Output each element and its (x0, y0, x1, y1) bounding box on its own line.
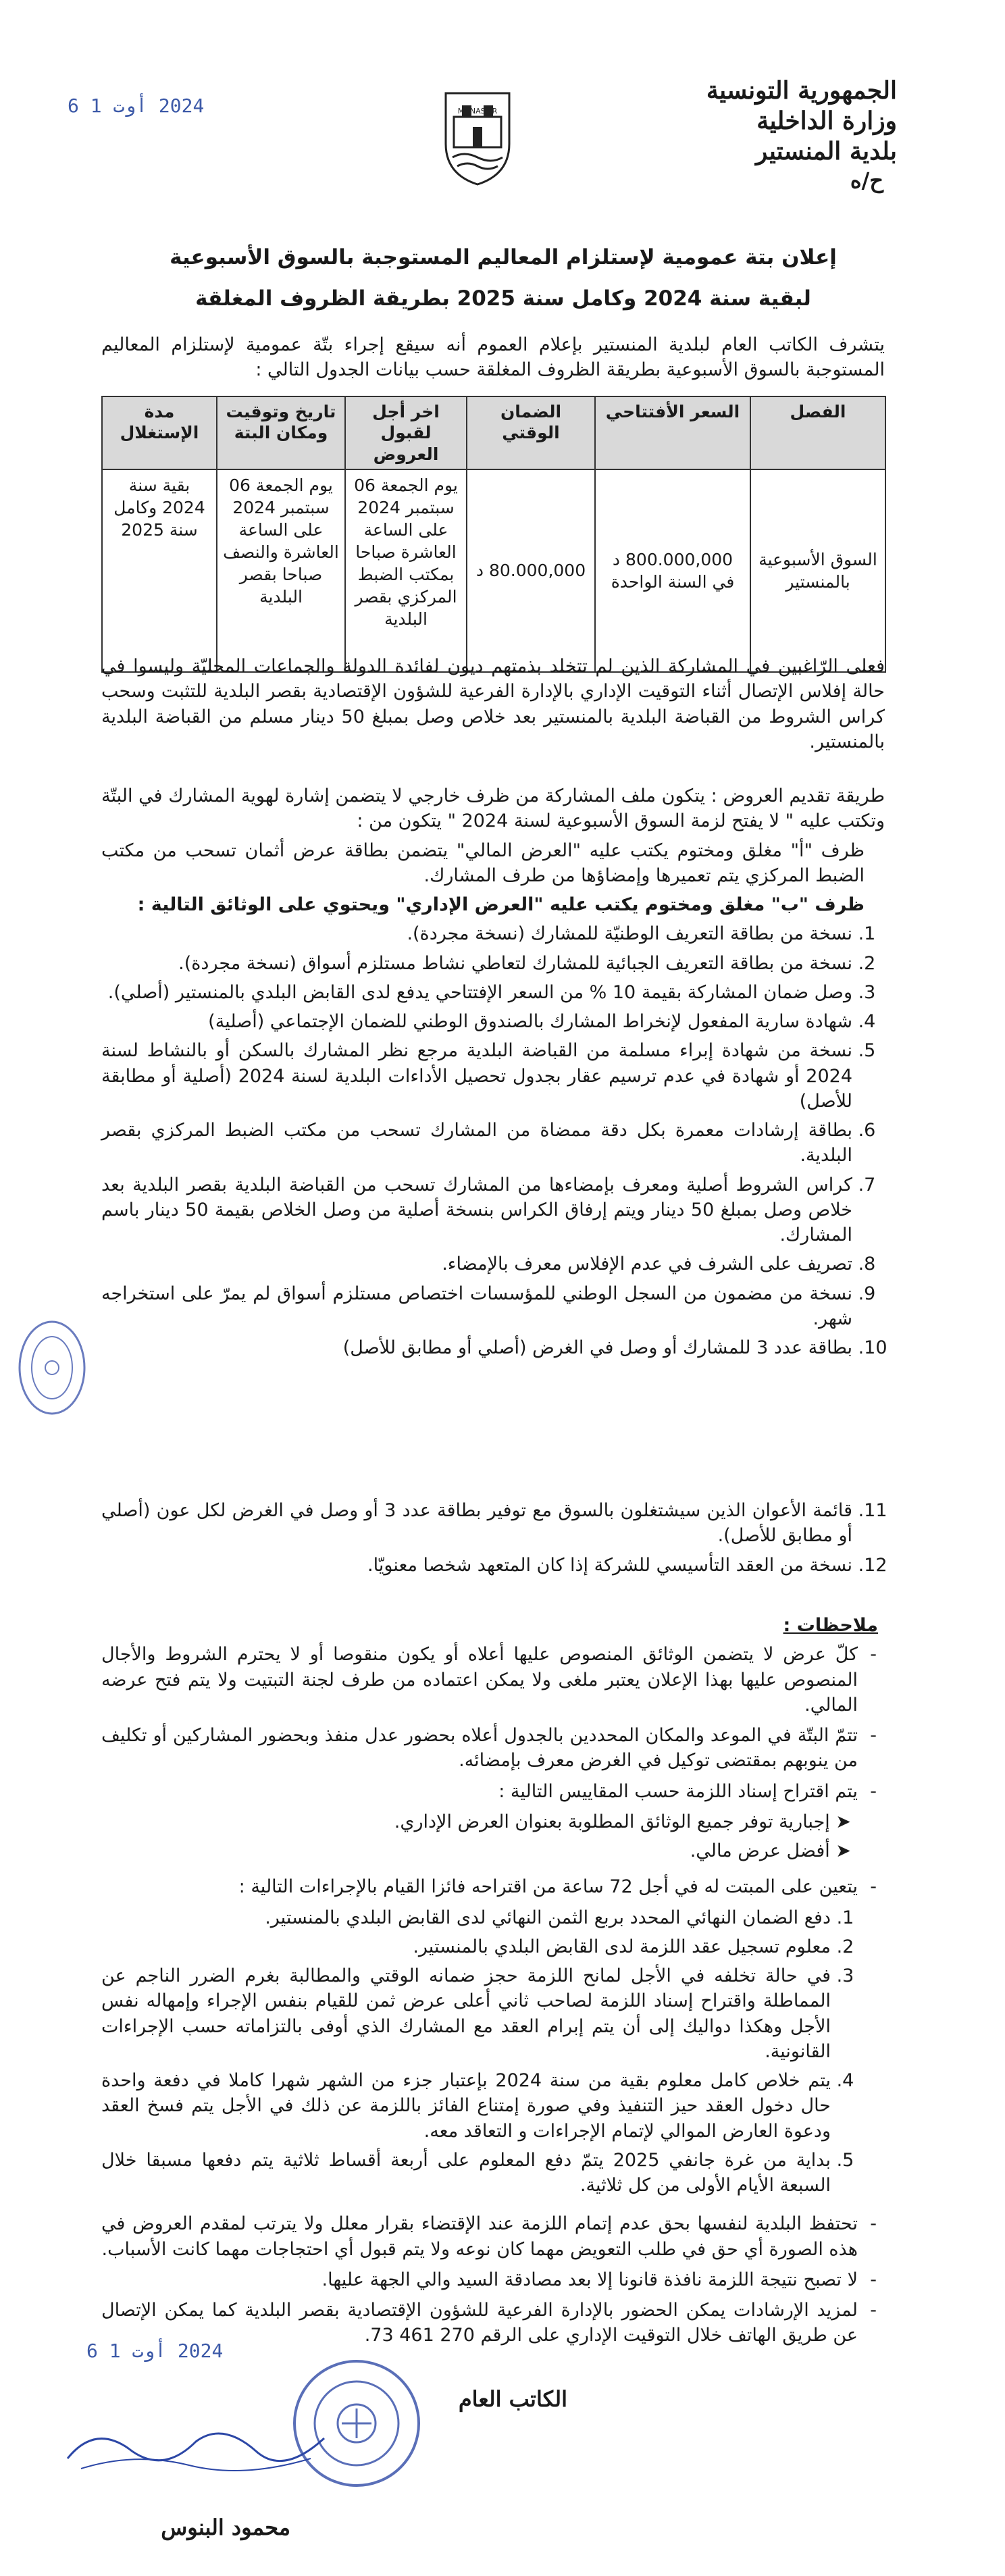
notes-heading: ملاحظات : (783, 1615, 878, 1636)
table-header: الضمان الوقتي (467, 396, 595, 469)
list-item: 7. كراس الشروط أصلية ومعرف بإمضاءها من المشارك تسحب من القباضة البلدية بقصر البلدية بعد خلاص وصل بمبلغ 50 دينار ويتم إرفاق الكراس بنسخة أصلية من وصل الخلاص بقيمة 50 دينار باسم المشارك. (101, 1173, 852, 1248)
list-item: 3. في حالة تخلفه في الأجل لمانح اللزمة حجز ضمانه الوقتي والمطالبة بغرم الضرر الناجم عن المماطلة واقتراح إسناد اللزمة لصاحب ثاني أعلى عرض ثمن للقيام بنفس الإجراء وإمهاله نفس الأجل وهكذا دواليك إلى أن يتم إبرام العقد مع المشارك الذي أوفى بالتزاماته حسب الإجراءات القانونية. (101, 1963, 831, 2064)
table-header-row (102, 396, 885, 469)
signature (54, 2411, 338, 2485)
list-item: 9. نسخة من مضمون من السجل الوطني للمؤسسات اختصاص مستلزم أسواق لم يمرّ على استخراجه شهر. (101, 1281, 852, 1332)
header-block (640, 76, 897, 194)
title-line-2: لبقية سنة 2024 وكامل سنة 2025 بطريقة الظروف المغلقة (195, 286, 811, 311)
list-item: 1. دفع الضمان النهائي المحدد بربع الثمن النهائي لدى القابض البلدي بالمنستير. (101, 1905, 831, 1930)
criteria-list (101, 1809, 885, 1864)
table-cell: 800.000,000 د في السنة الواحدة (595, 469, 750, 672)
date-stamp-bottom: 2024 أوت 1 6 (86, 2340, 224, 2362)
criteria-text: إجبارية توفر جميع الوثائق المطلوبة بعنوان العرض الإداري. (394, 1811, 830, 1832)
list-item: 2. معلوم تسجيل عقد اللزمة لدى القابض البلدي بالمنستير. (101, 1934, 831, 1959)
note-item: - تتمّ البتّة في الموعد والمكان المحددين بالجدول أعلاه بحضور عدل منفذ وبحضور المشاركين أو تكليف من ينوبهم بمقتضى توكيل في الغرض معرف بإمضائه. (101, 1723, 858, 1774)
note-item: - لمزيد الإرشادات يمكن الحضور بالإدارة الفرعية للشؤون الإقتصادية بقصر البلدية كما يمكن الإتصال عن طريق الهاتف خلال التوقيت الإداري على الرقم 270 461 73. (101, 2298, 858, 2348)
table-header: السعر الأفتتاحي (595, 396, 750, 469)
header-ministry: وزارة الداخلية (756, 107, 897, 135)
criteria-text: أفضل عرض مالي. (690, 1840, 830, 1861)
title-line-1: إعلان بتة عمومية لإستلزام المعاليم المستوجبة بالسوق الأسبوعية (170, 245, 837, 269)
list-item: 4. يتم خلاص كامل معلوم بقية من سنة 2024 بإعتبار جزء من الشهر شهرا كاملا في دفعة واحدة حال دخول العقد حيز التنفيذ وفي صورة إمتناع الفائز باللزمة عن ذلك في الأجل يتم فسخ العقد ودعوة العارض الموالي لإتمام الإجراءات و التعاقد معه. (101, 2068, 831, 2144)
list-item: 4. شهادة سارية المفعول لإنخراط المشارك بالصندوق الوطني للضمان الإجتماعي (أصلية) (101, 1009, 852, 1034)
list-item: 11. قائمة الأعوان الذين سيشتغلون بالسوق مع توفير بطاقة عدد 3 أو وصل في الغرض لكل عون (أصلي أو مطابق للأصل). (101, 1498, 852, 1549)
signatory-title: الكاتب العام (458, 2386, 567, 2412)
documents-list-continued (101, 1498, 885, 1582)
table-row (102, 469, 885, 672)
envelope-b: ظرف "ب" مغلق ومختوم يكتب عليه "العرض الإداري" ويحتوي على الوثائق التالية : (137, 894, 865, 915)
note-item: - كلّ عرض لا يتضمن الوثائق المنصوص عليها أعلاه أو يكون منقوصا أو لا يحترم الشروط والأجال المنصوص عليها بهذا الإعلان يعتبر ملغى ولا يمكن اعتماده من طرف لجنة التبتيت ولا يتم فتح عرضه المالي. (101, 1642, 858, 1718)
list-item: 1. نسخة من بطاقة التعريف الوطنيّة للمشارك (نسخة مجردة). (101, 921, 852, 946)
note-item: - لا تصبح نتيجة اللزمة نافذة قانونا إلا بعد مصادقة السيد والي الجهة عليها. (101, 2267, 858, 2292)
note-item: - تحتفظ البلدية لنفسها بحق عدم إتمام اللزمة عند الإقتضاء بقرار معلل ولا يترتب لمقدم العروض في هذه الصورة أي حق في طلب التعويض مهما كان نوعه ولا يتم قبول أي احتجاجات مهما كانت الأسباب. (101, 2211, 858, 2262)
list-item: 8. تصريف على الشرف في عدم الإفلاس معرف بالإمضاء. (101, 1252, 852, 1277)
list-item: 6. بطاقة إرشادات معمرة بكل دقة ممضاة من المشارك تسحب من مكتب الضبط المركزي بقصر البلدية. (101, 1118, 852, 1168)
table-cell: يوم الجمعة 06 سبتمبر 2024 على الساعة العاشرة صباحا بمكتب الضبط المركزي بقصر البلدية (345, 469, 467, 672)
municipality-logo (434, 80, 521, 188)
official-stamp-left (15, 1317, 89, 1418)
criteria-item: ➤ إجبارية توفر جميع الوثائق المطلوبة بعنوان العرض الإداري. (394, 1811, 851, 1832)
winner-steps (101, 1905, 885, 2198)
intro-paragraph: يتشرف الكاتب العام لبلدية المنستير بإعلام العموم أنه سيقع إجراء بتّة عمومية لإستلزام المعاليم المستوجبة بالسوق الأسبوعية بطريقة الظروف المغلقة حسب بيانات الجدول التالي : (101, 334, 885, 381)
list-item: 12. نسخة من العقد التأسيسي للشركة إذا كان المتعهد شخصا معنويّا. (101, 1553, 852, 1578)
note-item: - يتم اقتراح إسناد اللزمة حسب المقاييس التالية : (101, 1779, 858, 1804)
table-header: اخر أجل لقبول العروض (345, 396, 467, 469)
criteria-item: ➤ أفضل عرض مالي. (690, 1840, 851, 1861)
date-stamp-top: 2024 أوت 1 6 (68, 95, 205, 117)
list-item: 5. نسخة من شهادة إبراء مسلمة من القباضة البلدية مرجع نظر المشارك بالسكن أو بالنشاط لسنة 2024 أو شهادة في عدم ترسيم عقار بجدول تحصيل الأداءات البلدية لسنة 2024 (أصلية أو مطابقة للأصل) (101, 1038, 852, 1114)
header-municipality: بلدية المنستير (755, 137, 897, 165)
monastir-emblem-icon (434, 80, 521, 188)
table-cell: السوق الأسبوعية بالمنستير (750, 469, 885, 672)
table-header: تاريخ وتوقيت ومكان البتة (217, 396, 345, 469)
submission-section (101, 783, 885, 1364)
signatory-name: محمود البنوس (161, 2515, 290, 2540)
table-header: الفصل (750, 396, 885, 469)
eligibility-paragraph: فعلى الرّاغبين في المشاركة الذين لم تتخلد بذمتهم ديون لفائدة الدولة والجماعات المحليّة وليسوا في حالة إفلاس الإتصال أثناء التوقيت الإداري بالإدارة الفرعية للشؤون الإقتصادية بقصر البلدية للتثبت وسحب كراس الشروط من القباضة البلدية بالمنستير بعد خلاص وصل بمبلغ 50 دينار مسلم من القباضة البلدية بالمنستير. (101, 656, 885, 752)
auction-table (101, 396, 885, 673)
logo-text: MONASTIR (457, 107, 498, 115)
submission-intro: طريقة تقديم العروض : يتكون ملف المشاركة من ظرف خارجي لا يتضمن إشارة لهوية المشارك في البتّة وتكتب عليه " لا يفتح لزمة السوق الأسبوعية لسنة 2024 " يتكون من : (101, 785, 885, 832)
note-item: - يتعين على المبتت له في أجل 72 ساعة من اقتراحه فائزا القيام بالإجراءات التالية : (101, 1874, 858, 1899)
table-cell: بقية سنة 2024 وكامل سنة 2025 (102, 469, 217, 672)
notes-section (101, 1613, 885, 2354)
signature-icon (54, 2411, 338, 2485)
table-cell: يوم الجمعة 06 سبتمبر 2024 على الساعة العاشرة والنصف صباحا بقصر البلدية (217, 469, 345, 672)
table-header: مدة الإستغلال (102, 396, 217, 469)
header-republic: الجمهورية التونسية (706, 76, 897, 105)
envelope-a: ظرف "أ" مغلق ومختوم يكتب عليه "العرض المالي" يتضمن بطاقة عرض أثمان تسحب من مكتب الضبط المركزي يتم تعميرها وإمضاؤها من طرف المشارك. (101, 840, 865, 886)
title-block (122, 243, 885, 313)
list-item: 2. نسخة من بطاقة التعريف الجبائية للمشارك لتعاطي نشاط مستلزم أسواق (نسخة مجردة). (101, 951, 852, 976)
list-item: 10. بطاقة عدد 3 للمشارك أو وصل في الغرض (أصلي أو مطابق للأصل) (101, 1335, 852, 1360)
stamp-icon (15, 1317, 89, 1418)
header-ref: ح/ه (850, 168, 883, 193)
documents-list (101, 921, 885, 1360)
list-item: 5. بداية من غرة جانفي 2025 يتمّ دفع المعلوم على أربعة أقساط ثلاثية يتم دفعها مسبقا خلال السبعة الأيام الأولى من كل ثلاثية. (101, 2148, 831, 2198)
table-cell: 80.000,000 د (467, 469, 595, 672)
list-item: 3. وصل ضمان المشاركة بقيمة 10 % من السعر الإفتتاحي يدفع لدى القابض البلدي بالمنستير (أصلي). (101, 980, 852, 1005)
